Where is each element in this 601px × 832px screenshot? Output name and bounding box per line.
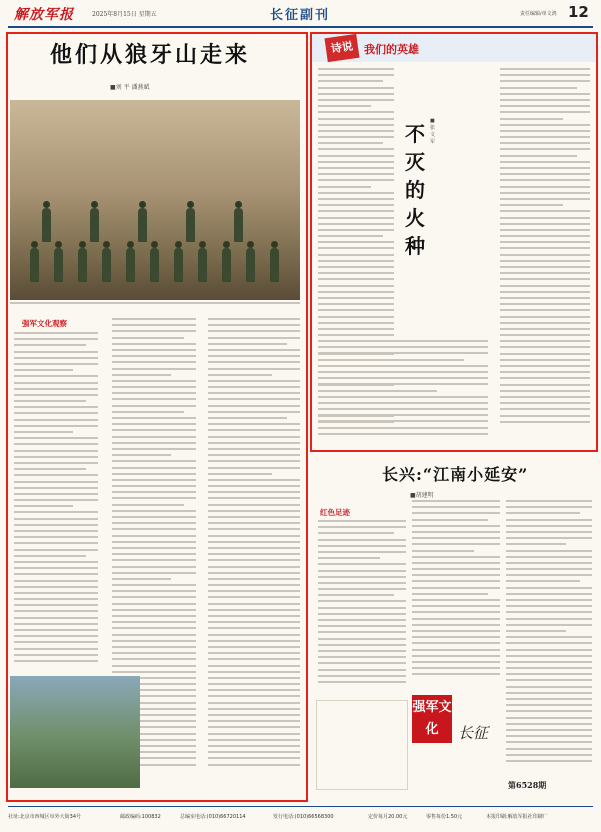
left-article-column-3 bbox=[208, 318, 300, 788]
header-rule bbox=[8, 26, 593, 28]
changxing-column-2 bbox=[412, 500, 500, 690]
footer bbox=[8, 806, 593, 828]
footer-postcode: 邮政编码:100832 bbox=[120, 814, 161, 820]
soldiers-photo bbox=[10, 100, 300, 300]
poem-byline: ■张文军 bbox=[430, 118, 436, 145]
footer-phone-distribution: 发行电话:(010)66568300 bbox=[273, 814, 334, 820]
left-subhead: 强军文化观察 bbox=[22, 319, 67, 328]
newspaper-logo: 解放军报 bbox=[14, 7, 74, 23]
footer-price: 定价每月20.00元 bbox=[368, 814, 408, 820]
footer-retail-price: 零售每份1.50元 bbox=[426, 814, 463, 820]
left-article-column-1 bbox=[14, 332, 98, 672]
changxing-column-1 bbox=[318, 520, 406, 696]
training-photo bbox=[10, 676, 140, 788]
changxing-title: 长兴:“江南小延安” bbox=[382, 465, 529, 484]
left-article-title: 他们从狼牙山走来 bbox=[50, 42, 251, 68]
banner-text: 我们的英雄 bbox=[364, 43, 419, 56]
changzheng-script-logo: 长征 bbox=[458, 724, 489, 742]
banner-seal: 诗说 bbox=[324, 34, 359, 62]
changxing-byline: ■胡建明 bbox=[410, 492, 434, 499]
changxing-column-3 bbox=[506, 500, 592, 776]
editor-credit: 责任编辑/单文鸿 bbox=[520, 11, 557, 17]
left-article-byline: ■刘 平 潘燕斌 bbox=[110, 84, 150, 91]
poem-column-3 bbox=[500, 68, 590, 446]
ad-box bbox=[316, 700, 408, 790]
poem-title: 不灭的火种 bbox=[405, 122, 425, 258]
footer-phone-editorial: 总编室电话:(010)66720114 bbox=[180, 814, 246, 820]
page-number: 12 bbox=[568, 3, 589, 21]
strong-army-culture-badge: 强军文化 bbox=[412, 695, 452, 743]
masthead bbox=[0, 0, 601, 28]
section-title: 长征副刊 bbox=[270, 8, 331, 23]
issue-number: 第6528期 bbox=[508, 780, 547, 790]
issue-date: 2025年8月15日 星期五 bbox=[92, 11, 157, 18]
poetry-banner bbox=[312, 34, 596, 62]
changxing-subhead: 红色足迹 bbox=[320, 508, 350, 517]
poem-column-2 bbox=[318, 340, 488, 446]
footer-printer: 本报印刷:解放军报社印刷厂 bbox=[486, 814, 548, 820]
photo-caption bbox=[10, 302, 300, 312]
footer-address: 社址:北京市西城区阜外大街34号 bbox=[8, 814, 82, 820]
